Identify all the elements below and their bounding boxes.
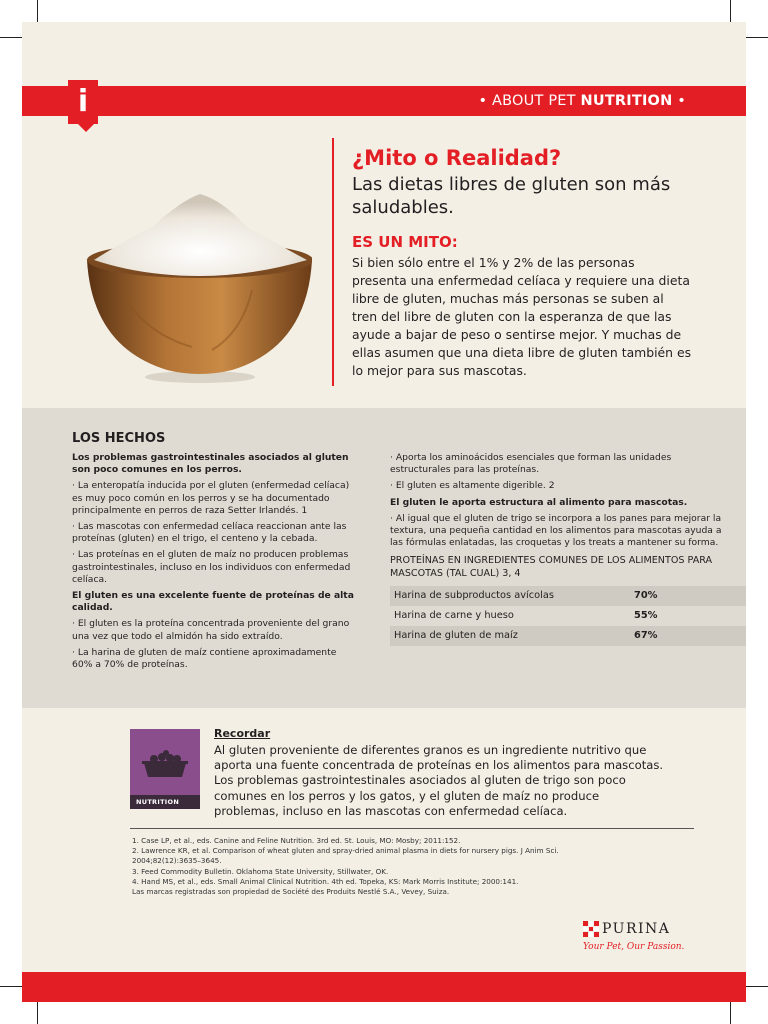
table-cell-label: Harina de carne y hueso (394, 609, 514, 621)
facts-title: LOS HECHOS (72, 431, 166, 446)
accent-rule (332, 138, 334, 386)
reminder-title: Recordar (214, 727, 271, 740)
crop-mark (37, 1002, 38, 1024)
purina-logo (583, 920, 670, 938)
brand-name: PURINA (602, 921, 671, 937)
crop-mark (730, 1002, 731, 1024)
footer-band (22, 972, 746, 1002)
about-prefix: • ABOUT PET (478, 93, 581, 109)
intro-paragraph: Si bien sólo entre el 1% y 2% de las personas presenta una enfermedad celíaca y requiere una dieta libre de gluten, muchas más personas se suben al tren del libre de gluten con la esperanza de que las ayude a bajar de peso o sentirse mejor. Y muchas de ellas asumen que una dieta libre de gluten también es lo mejor para sus mascotas. (352, 255, 692, 378)
page-title: ¿Mito o Realidad? (352, 146, 562, 170)
table-row (390, 606, 746, 626)
about-suffix: • (672, 93, 686, 109)
fact-item: El gluten es una excelente fuente de proteínas de alta calidad. (72, 590, 354, 614)
fact-item: · Las mascotas con enfermedad celíaca reaccionan ante las proteínas (gluten) en el trigo, el centeno y la cebada. (72, 521, 347, 545)
checkerboard-icon (583, 921, 599, 937)
brand-tagline: Your Pet, Our Passion. (583, 942, 685, 952)
table-cell-value: 67% (634, 629, 658, 641)
crop-mark (0, 37, 22, 38)
reference-item: 3. Feed Commodity Bulletin. Oklahoma State University, Stillwater, OK. (132, 866, 389, 876)
page (22, 22, 746, 1002)
info-icon (68, 80, 98, 124)
protein-table (390, 586, 746, 646)
about-bold: NUTRITION (580, 93, 673, 109)
table-row (390, 626, 746, 646)
fact-item: · La enteropatía inducida por el gluten (enfermedad celíaca) es muy poco común en los perros y se ha documentado principalmente en perros de raza Setter Irlandés. 1 (72, 480, 350, 516)
nutrition-icon (130, 729, 200, 809)
reference-item: 1. Case LP, et al., eds. Canine and Feline Nutrition. 3rd ed. St. Louis, MO: Mosby; 2011:152. (132, 836, 461, 845)
references (132, 836, 602, 897)
references-divider (130, 828, 694, 829)
reminder-text: Al gluten proveniente de diferentes granos es un ingrediente nutritivo que aporta una fuente concentrada de proteínas en los alimentos para mascotas. Los problemas gastrointestinales asociados al gluten de trigo son poco comunes en los perros y los gatos, y el gluten de maíz no produce problemas, incluso en las mascotas con enfermedad celíaca. (214, 743, 664, 818)
flour-bowl-illustration (82, 172, 312, 402)
table-cell-value: 70% (634, 589, 658, 601)
flour-bowl-image (82, 172, 312, 402)
fact-item: El gluten le aporta estructura al alimento para mascotas. (390, 496, 688, 508)
food-bowl-icon (130, 729, 200, 795)
verdict-heading: ES UN MITO: (352, 233, 458, 251)
table-cell-label: Harina de subproductos avícolas (394, 589, 554, 601)
purina-brand (583, 920, 693, 970)
page-subtitle: Las dietas libres de gluten son más saludables. (352, 174, 671, 218)
fact-item: · Al igual que el gluten de trigo se incorpora a los panes para mejorar la textura, una pequeña cantidad en los alimentos para mascotas ayuda a las fórmulas enlatadas, las croquetas y los treats a mantener su forma. (390, 512, 722, 549)
reference-item: 4. Hand MS, et al., eds. Small Animal Clinical Nutrition. 4th ed. Topeka, KS: Mark Morris Institute; 2000:141. (132, 876, 519, 886)
facts-right-column (390, 452, 725, 646)
fact-item: · Las proteínas en el gluten de maíz no producen problemas gastrointestinales, incluso en los individuos con enfermedad celíaca. (72, 549, 351, 585)
fact-item: Los problemas gastrointestinales asociados al gluten son poco comunes en los perros. (72, 452, 349, 476)
table-cell-value: 55% (634, 609, 658, 621)
info-glyph: i (77, 84, 89, 119)
table-row (390, 586, 746, 606)
fact-item: · El gluten es altamente digerible. 2 (390, 480, 555, 492)
fact-item: · El gluten es la proteína concentrada proveniente del grano una vez que todo el almidón ha sido extraído. (72, 618, 350, 642)
section-label (478, 86, 686, 116)
crop-mark (746, 37, 768, 38)
reference-item: 2. Lawrence KR, et al. Comparison of wheat gluten and spray-dried animal plasma in diets for nursery pigs. J Anim Sci. 2004;82(12):3635–3645. (132, 846, 559, 866)
fact-item: · Aporta los aminoácidos esenciales que forman las unidades estructurales para las proteínas. (390, 452, 672, 476)
fact-item: · La harina de gluten de maíz contiene aproximadamente 60% a 70% de proteínas. (72, 646, 337, 671)
reference-item: Las marcas registradas son propiedad de Société des Produits Nestlé S.A., Vevey, Suiza. (132, 887, 450, 897)
crop-mark (0, 986, 22, 987)
nutrition-icon-label: NUTRITION (130, 795, 200, 809)
protein-table-title: PROTEÍNAS EN INGREDIENTES COMUNES DE LOS ALIMENTOS PARA MASCOTAS (TAL CUAL) 3, 4 (390, 555, 713, 579)
crop-mark (746, 986, 768, 987)
table-cell-label: Harina de gluten de maíz (394, 629, 518, 641)
facts-section (22, 408, 746, 708)
crop-mark (37, 0, 38, 22)
crop-mark (730, 0, 731, 22)
facts-left-column (72, 452, 357, 675)
